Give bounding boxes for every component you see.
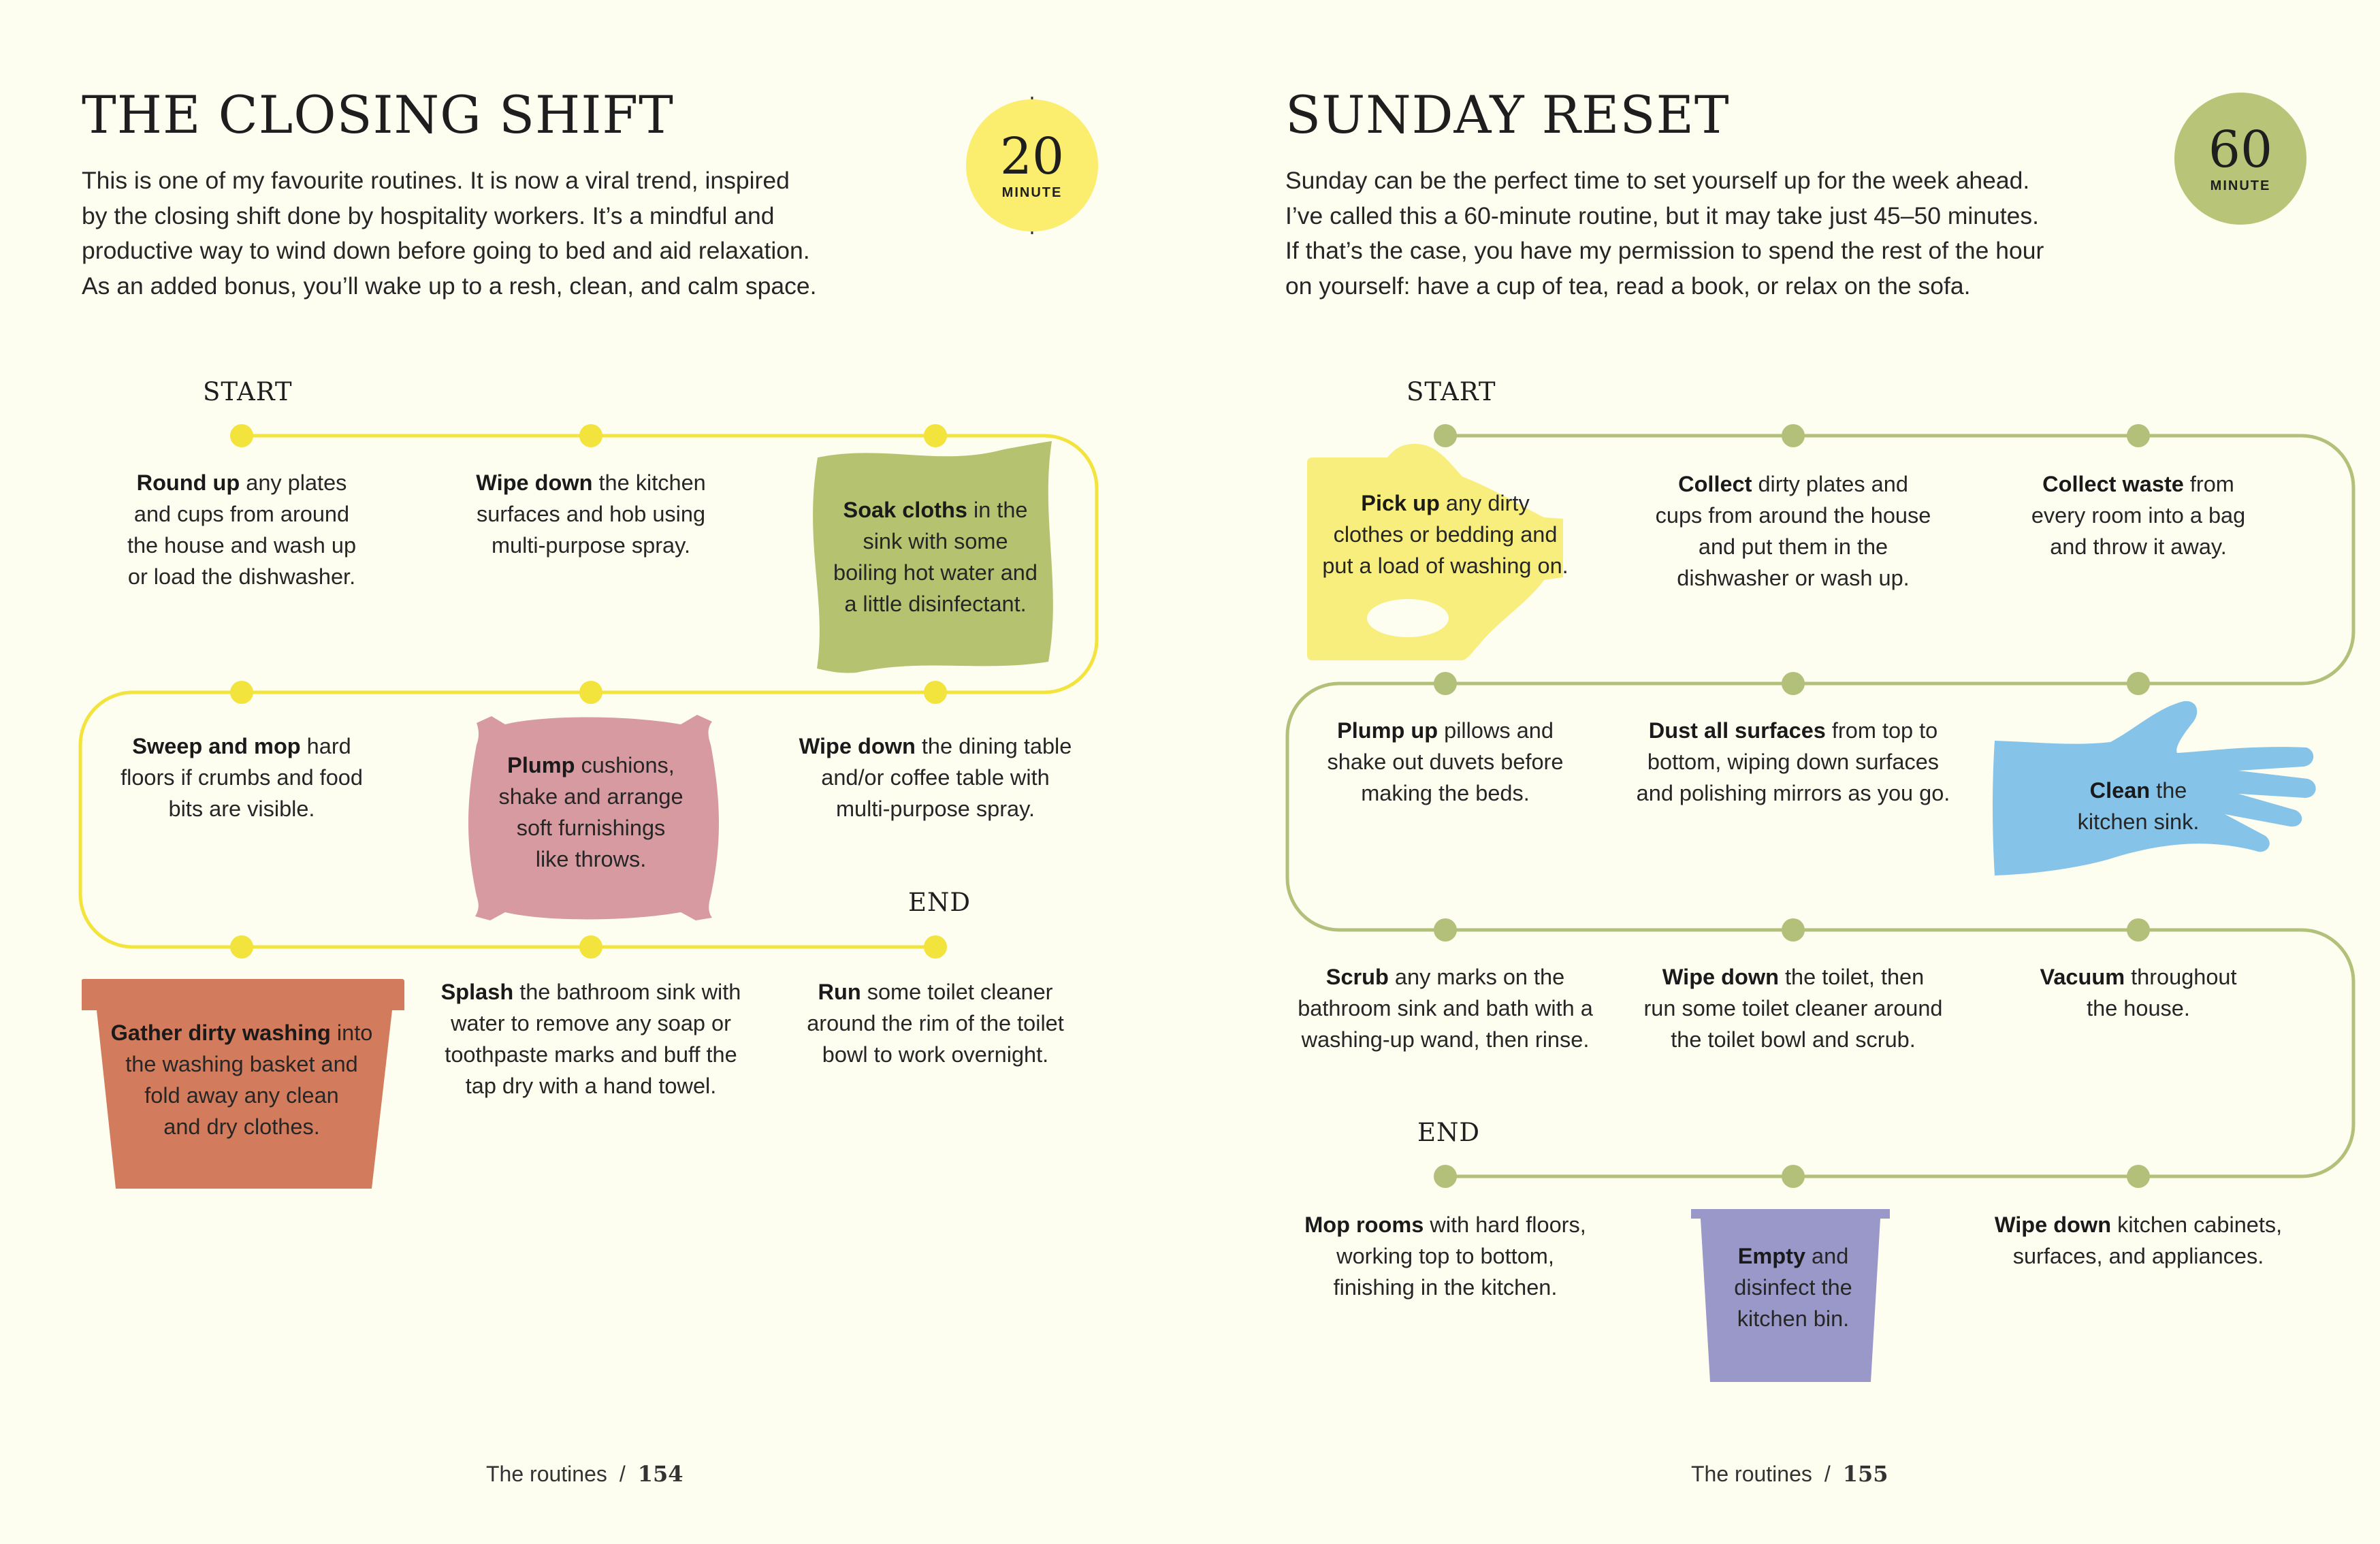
step-line: multi-purpose spray. xyxy=(491,533,690,558)
step-line: Run some toilet cleaner xyxy=(818,980,1053,1004)
step-line: Pick up any dirty xyxy=(1361,491,1530,515)
start-label: START xyxy=(203,377,293,406)
step-line: water to remove any soap or xyxy=(451,1011,731,1035)
route-dot xyxy=(2127,918,2150,942)
step-line: the house and wash up xyxy=(127,533,357,558)
step-item xyxy=(1616,468,1970,594)
route-dot xyxy=(579,424,602,447)
badge-unit: MINUTE xyxy=(2210,178,2271,193)
step-line: Vacuum throughout xyxy=(2040,965,2237,989)
route-dot xyxy=(579,935,602,959)
bottle-handle-hole xyxy=(1367,599,1449,637)
footer-right xyxy=(1691,1461,1888,1487)
intro-line: If that’s the case, you have my permission to spend the rest of the hour xyxy=(1285,237,2044,264)
step-item xyxy=(758,730,1112,824)
step-line: a little disinfectant. xyxy=(844,592,1027,616)
step-item xyxy=(65,467,419,592)
route-dot xyxy=(1434,424,1457,447)
route-dot xyxy=(2127,1165,2150,1188)
footer-section: The routines xyxy=(486,1462,607,1486)
timer-badge xyxy=(2174,93,2306,225)
step-keyword: Wipe down xyxy=(799,734,916,758)
step-keyword: Collect waste xyxy=(2042,472,2184,496)
step-item xyxy=(414,976,768,1101)
route-dot xyxy=(924,424,947,447)
step-line: Plump cushions, xyxy=(507,753,675,777)
step-line: washing-up wand, then rinse. xyxy=(1301,1027,1590,1052)
step-line: Plump up pillows and xyxy=(1337,718,1554,743)
step-line: the toilet bowl and scrub. xyxy=(1671,1027,1916,1052)
intro-line: As an added bonus, you’ll wake up to a resh, clean, and calm space. xyxy=(82,272,817,300)
route-dot xyxy=(579,681,602,704)
step-line: and throw it away. xyxy=(2050,534,2227,559)
route-dot xyxy=(230,681,253,704)
step-item xyxy=(1961,775,2315,837)
step-item xyxy=(414,467,768,561)
step-keyword: Plump up xyxy=(1337,718,1438,743)
step-item xyxy=(1616,961,1970,1055)
step-line: shake out duvets before xyxy=(1327,750,1564,774)
step-line: Soak cloths in the xyxy=(843,498,1028,522)
page-title: THE CLOSING SHIFT xyxy=(82,84,674,145)
step-item xyxy=(1961,468,2315,562)
step-line: Gather dirty washing into xyxy=(110,1020,373,1045)
step-item xyxy=(758,494,1112,620)
step-item xyxy=(758,976,1112,1070)
step-line: Empty and xyxy=(1737,1244,1849,1268)
step-line: shake and arrange xyxy=(498,784,684,809)
intro-line: on yourself: have a cup of tea, read a book, or relax on the sofa. xyxy=(1285,272,1971,300)
page-number: 154 xyxy=(637,1461,684,1487)
step-keyword: Run xyxy=(818,980,861,1004)
step-item xyxy=(1961,961,2315,1024)
step-keyword: Pick up xyxy=(1361,491,1440,515)
page-title: SUNDAY RESET xyxy=(1285,84,1730,145)
step-item xyxy=(1616,715,1970,809)
step-line: multi-purpose spray. xyxy=(835,797,1035,821)
step-keyword: Wipe down xyxy=(1994,1212,2112,1237)
route-dot xyxy=(1782,672,1805,695)
badge-number: 20 xyxy=(999,127,1065,186)
intro-paragraph xyxy=(82,163,899,304)
step-line: Dust all surfaces from top to xyxy=(1648,718,1938,743)
footer-left xyxy=(486,1461,684,1487)
route-dot xyxy=(1782,424,1805,447)
step-line: toothpaste marks and buff the xyxy=(445,1042,737,1067)
step-keyword: Wipe down xyxy=(476,470,593,495)
step-line: like throws. xyxy=(535,847,647,871)
page-number: 155 xyxy=(1842,1461,1888,1487)
step-line: dishwasher or wash up. xyxy=(1677,566,1910,590)
step-line: around the rim of the toilet xyxy=(807,1011,1064,1035)
step-line: bathroom sink and bath with a xyxy=(1298,996,1593,1020)
step-line: bottom, wiping down surfaces xyxy=(1647,750,1940,774)
step-line: and/or coffee table with xyxy=(821,765,1050,790)
step-line: the washing basket and xyxy=(125,1052,358,1076)
route-dot xyxy=(1434,672,1457,695)
step-keyword: Plump xyxy=(507,753,575,777)
step-keyword: Splash xyxy=(440,980,514,1004)
step-line: Collect waste from xyxy=(2042,472,2234,496)
step-line: the house. xyxy=(2087,996,2190,1020)
step-line: Wipe down the kitchen xyxy=(476,470,706,495)
step-line: Wipe down kitchen cabinets, xyxy=(1994,1212,2283,1237)
start-label: START xyxy=(1406,377,1496,406)
end-label: END xyxy=(1417,1118,1481,1147)
route-dot xyxy=(230,935,253,959)
step-keyword: Gather dirty washing xyxy=(110,1020,331,1045)
intro-line: productive way to wind down before going to bed and aid relaxation. xyxy=(82,237,810,264)
step-line: cups from around the house xyxy=(1655,503,1931,528)
step-keyword: Wipe down xyxy=(1662,965,1779,989)
route-dot xyxy=(2127,424,2150,447)
step-keyword: Vacuum xyxy=(2040,965,2125,989)
step-keyword: Soak cloths xyxy=(843,498,967,522)
step-line: bits are visible. xyxy=(168,797,315,821)
step-line: surfaces, and appliances. xyxy=(2012,1244,2264,1268)
route-dot xyxy=(1782,918,1805,942)
step-item xyxy=(1616,1240,1970,1334)
intro-paragraph xyxy=(1285,163,2102,304)
step-line: Clean the xyxy=(2089,778,2187,803)
step-line: bowl to work overnight. xyxy=(822,1042,1049,1067)
step-line: disinfect the xyxy=(1734,1275,1852,1300)
intro-line: This is one of my favourite routines. It is now a viral trend, inspired xyxy=(82,167,790,194)
step-line: boiling hot water and xyxy=(833,560,1038,585)
step-item xyxy=(65,730,419,824)
route-dot xyxy=(1434,1165,1457,1188)
step-line: finishing in the kitchen. xyxy=(1333,1275,1558,1300)
step-line: every room into a bag xyxy=(2031,503,2246,528)
step-keyword: Mop rooms xyxy=(1304,1212,1424,1237)
step-line: and cups from around xyxy=(133,502,350,526)
step-line: Round up any plates xyxy=(136,470,347,495)
badge-unit: MINUTE xyxy=(1001,184,1063,200)
step-line: Sweep and mop hard xyxy=(132,734,351,758)
intro-line: I’ve called this a 60-minute routine, but it may take just 45–50 minutes. xyxy=(1285,202,2040,229)
route-dot xyxy=(230,424,253,447)
route-dot xyxy=(924,935,947,959)
step-keyword: Collect xyxy=(1678,472,1752,496)
intro-line: by the closing shift done by hospitality workers. It’s a mindful and xyxy=(82,202,775,229)
badge-number: 60 xyxy=(2208,120,2273,179)
step-line: Splash the bathroom sink with xyxy=(440,980,741,1004)
step-keyword: Sweep and mop xyxy=(132,734,301,758)
step-item xyxy=(1268,961,1622,1055)
step-item xyxy=(1268,487,1622,581)
step-line: surfaces and hob using xyxy=(476,502,706,526)
step-line: clothes or bedding and xyxy=(1333,522,1558,547)
route-dot xyxy=(924,681,947,704)
step-line: working top to bottom, xyxy=(1336,1244,1554,1268)
step-item xyxy=(65,1017,419,1142)
step-keyword: Scrub xyxy=(1325,965,1389,989)
step-line: and polishing mirrors as you go. xyxy=(1636,781,1950,805)
footer-section: The routines xyxy=(1691,1462,1812,1486)
footer-separator: / xyxy=(619,1462,626,1486)
step-line: Wipe down the dining table xyxy=(799,734,1072,758)
route-dot xyxy=(1434,918,1457,942)
step-line: run some toilet cleaner around xyxy=(1643,996,1943,1020)
step-line: or load the dishwasher. xyxy=(127,564,356,589)
step-line: Scrub any marks on the xyxy=(1325,965,1565,989)
timer-badge xyxy=(966,99,1098,231)
footer-separator: / xyxy=(1824,1462,1831,1486)
route-dot xyxy=(2127,672,2150,695)
step-item xyxy=(1268,1209,1622,1303)
step-line: kitchen bin. xyxy=(1737,1306,1850,1331)
step-keyword: Round up xyxy=(136,470,240,495)
step-line: Wipe down the toilet, then xyxy=(1662,965,1925,989)
step-line: fold away any clean xyxy=(144,1083,339,1108)
step-line: kitchen sink. xyxy=(2077,809,2200,834)
step-line: Mop rooms with hard floors, xyxy=(1304,1212,1586,1237)
step-item xyxy=(1961,1209,2315,1272)
step-line: put a load of washing on. xyxy=(1322,553,1569,578)
step-line: tap dry with a hand towel. xyxy=(465,1074,717,1098)
step-line: and dry clothes. xyxy=(163,1114,320,1139)
step-item xyxy=(414,750,768,875)
route-dot xyxy=(1782,1165,1805,1188)
step-line: soft furnishings xyxy=(516,816,666,840)
intro-line: Sunday can be the perfect time to set yourself up for the week ahead. xyxy=(1285,167,2030,194)
step-line: and put them in the xyxy=(1698,534,1888,559)
step-line: making the beds. xyxy=(1361,781,1530,805)
step-keyword: Empty xyxy=(1737,1244,1806,1268)
step-item xyxy=(1268,715,1622,809)
step-line: sink with some xyxy=(863,529,1008,553)
step-line: Collect dirty plates and xyxy=(1678,472,1908,496)
step-keyword: Clean xyxy=(2089,778,2151,803)
step-line: floors if crumbs and food xyxy=(120,765,363,790)
step-keyword: Dust all surfaces xyxy=(1648,718,1826,743)
end-label: END xyxy=(908,888,971,917)
